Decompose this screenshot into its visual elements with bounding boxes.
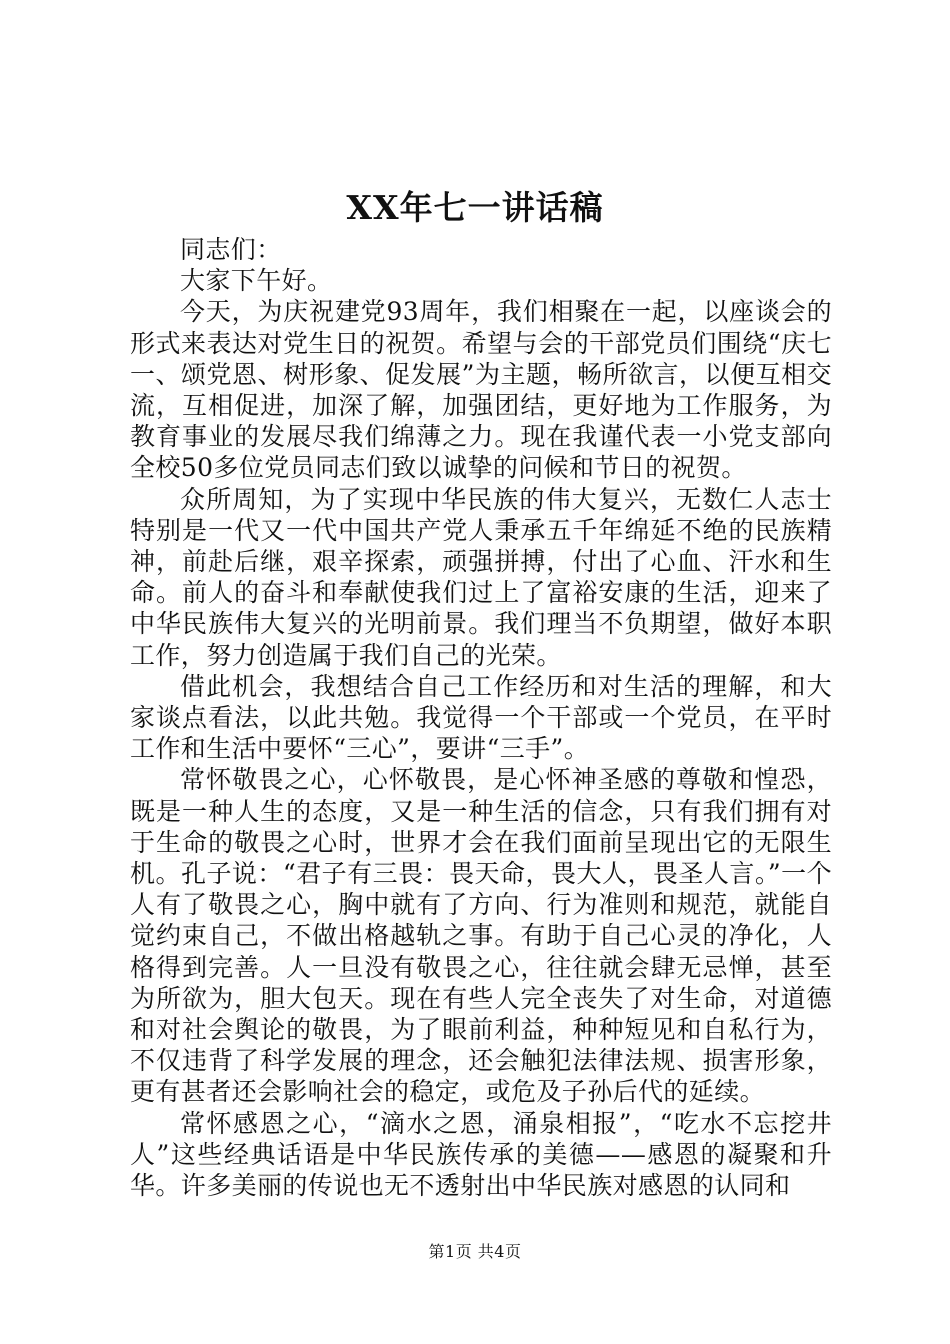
body-paragraph: 常怀感恩之心，“滴水之恩，涌泉相报”，“吃水不忘挖井人”这些经典话语是中华民族传承的美德——感恩的凝聚和升华。许多美丽的传说也无不透射出中华民族对感恩的认同和	[130, 1108, 832, 1201]
body-paragraph: 今天，为庆祝建党93周年，我们相聚在一起，以座谈会的形式来表达对党生日的祝贺。希望与会的干部党员们围绕“庆七一、颂党恩、树形象、促发展”为主题，畅所欲言，以便互相交流，互相促进，加深了解，加强团结，更好地为工作服务，为教育事业的发展尽我们绵薄之力。现在我谨代表一小党支部向全校50多位党员同志们致以诚挚的问候和节日的祝贺。	[130, 297, 832, 483]
page-footer: 第1页 共4页	[428, 1242, 522, 1261]
salutation-paragraph: 同志们：	[180, 235, 282, 264]
greeting-paragraph: 大家下午好。	[180, 266, 333, 296]
body-paragraph: 众所周知，为了实现中华民族的伟大复兴，无数仁人志士特别是一代又一代中国共产党人秉承五千年绵延不绝的民族精神，前赴后继，艰辛探索，顽强拼搏，付出了心血、汗水和生命。前人的奋斗和奉献使我们过上了富裕安康的生活，迎来了中华民族伟大复兴的光明前景。我们理当不负期望，做好本职工作，努力创造属于我们自己的光荣。	[130, 484, 832, 670]
body-paragraph: 常怀敬畏之心，心怀敬畏，是心怀神圣感的尊敬和惶恐，既是一种人生的态度，又是一种生活的信念，只有我们拥有对于生命的敬畏之心时，世界才会在我们面前呈现出它的无限生机。孔子说：“君子有三畏：畏天命，畏大人，畏圣人言。”一个人有了敬畏之心，胸中就有了方向、行为准则和规范，就能自觉约束自己，不做出格越轨之事。有助于自己心灵的净化，人格得到完善。人一旦没有敬畏之心，往往就会肆无忌惮，甚至为所欲为，胆大包天。现在有些人完全丧失了对生命，对道德和对社会舆论的敬畏，为了眼前利益，种种短见和自私行为，不仅违背了科学发展的理念，还会触犯法律法规、损害形象，更有甚者还会影响社会的稳定，或危及子孙后代的延续。	[130, 765, 832, 1107]
document-body	[130, 234, 832, 1201]
document-title: XX年七一讲话稿	[346, 188, 604, 227]
body-paragraph: 借此机会，我想结合自己工作经历和对生活的理解，和大家谈点看法，以此共勉。我觉得一个干部或一个党员，在平时工作和生活中要怀“三心”，要讲“三手”。	[130, 671, 832, 764]
